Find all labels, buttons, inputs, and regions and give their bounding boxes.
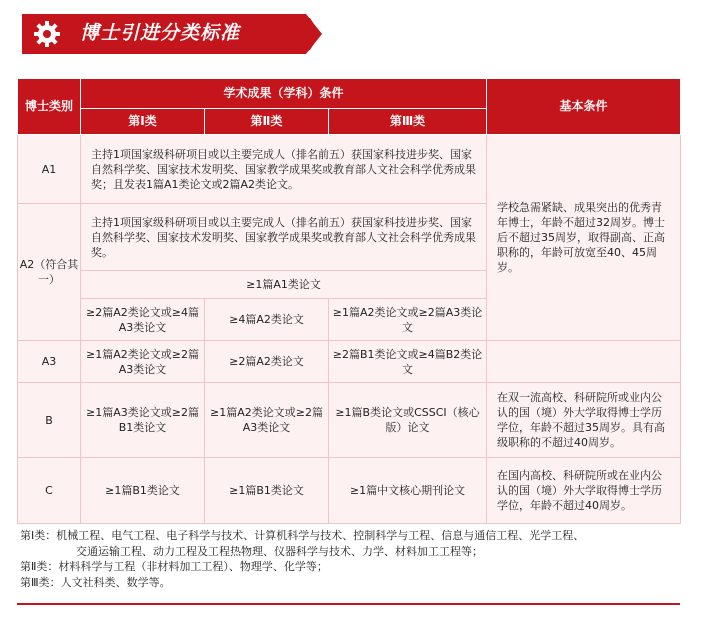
header-class-3: 第Ⅲ类 [329, 109, 487, 135]
row-a1-label: A1 [18, 135, 81, 204]
row-b-label: B [18, 383, 81, 458]
row-a1-text: 主持1项国家级科研项目或以主要完成人（排名前五）获国家科技进步奖、国家自然科学奖、国家技术发明奖、国家教学成果奖或教育部人文社会科学优秀成果奖；且发表1篇A1类论文或2篇A2类论文。 [81, 135, 487, 204]
header-class-2: 第Ⅱ类 [205, 109, 329, 135]
row-b-class2: ≥1篇A2类论文或≥2篇A3类论文 [205, 383, 329, 458]
row-b-class3: ≥1篇B类论文或CSSCI（核心版）论文 [329, 383, 487, 458]
note-class-2-label: 第Ⅱ类： [20, 560, 59, 573]
note-class-1-text-cont: 交通运输工程、动力工程及工程热物理、仪器科学与技术、力学、材料加工工程等； [76, 544, 483, 558]
note-class-1 [20, 528, 680, 544]
row-a2-label: A2（符合其一） [18, 204, 81, 341]
note-class-2-text: 材料科学与工程（非材料加工工程）、物理学、化学等； [58, 560, 328, 573]
note-class-1-text: 机械工程、电气工程、电子科学与技术、计算机科学与技术、控制科学与工程、信息与通信工程、光学工程、 [56, 529, 585, 542]
footnotes [20, 528, 680, 590]
basic-condition-a3-blank [487, 341, 681, 383]
note-class-1-label: 第Ⅰ类： [20, 529, 57, 542]
basic-condition-b: 在双一流高校、科研院所或业内公认的国（境）外大学取得博士学历学位，年龄不超过35周岁。具有高级职称的不超过40周岁。 [487, 383, 681, 458]
header-academic: 学术成果（学科）条件 [81, 79, 487, 109]
row-a2-class1: ≥2篇A2类论文或≥4篇A3类论文 [81, 299, 205, 341]
row-c-class1: ≥1篇B1类论文 [81, 458, 205, 524]
row-b-class1: ≥1篇A3类论文或≥2篇B1类论文 [81, 383, 205, 458]
row-a2-text: 主持1项国家级科研项目或以主要完成人（排名前五）获国家科技进步奖、国家自然科学奖、国家技术发明奖、国家教学成果奖或教育部人文社会科学优秀成果奖。 [81, 204, 487, 271]
row-c-class3: ≥1篇中文核心期刊论文 [329, 458, 487, 524]
header-category: 博士类别 [18, 79, 81, 135]
row-a3-class1: ≥1篇A2类论文或≥2篇A3类论文 [81, 341, 205, 383]
row-a3-class2: ≥2篇A2类论文 [205, 341, 329, 383]
header-class-1: 第Ⅰ类 [81, 109, 205, 135]
note-class-3 [20, 575, 680, 591]
basic-condition-a: 学校急需紧缺、成果突出的优秀青年博士，年龄不超过32周岁。博士后不超过35周岁，取得副高、正高职称的，年龄可放宽至40、45周岁。 [487, 135, 681, 341]
note-class-2 [20, 559, 680, 575]
row-a3-label: A3 [18, 341, 81, 383]
basic-condition-c: 在国内高校、科研院所或在业内公认的国（境）外大学取得博士学历学位，年龄不超过40周岁。 [487, 458, 681, 524]
row-a2-class2: ≥4篇A2类论文 [205, 299, 329, 341]
note-class-3-label: 第Ⅲ类： [20, 575, 61, 589]
bottom-divider [17, 603, 680, 605]
row-a2-class3: ≥1篇A2类论文或≥2篇A3类论文 [329, 299, 487, 341]
page-title: 博士引进分类标准 [80, 22, 241, 44]
classification-table [17, 78, 681, 524]
note-class-3-text: 人文社科类、数学等。 [60, 575, 171, 589]
row-a3-class3: ≥2篇B1类论文或≥4篇B2类论文 [329, 341, 487, 383]
gear-icon [33, 20, 61, 48]
row-c-class2: ≥1篇B1类论文 [205, 458, 329, 524]
row-a2-a1paper: ≥1篇A1类论文 [81, 271, 487, 299]
row-c-label: C [18, 458, 81, 524]
header-basic: 基本条件 [487, 79, 681, 135]
